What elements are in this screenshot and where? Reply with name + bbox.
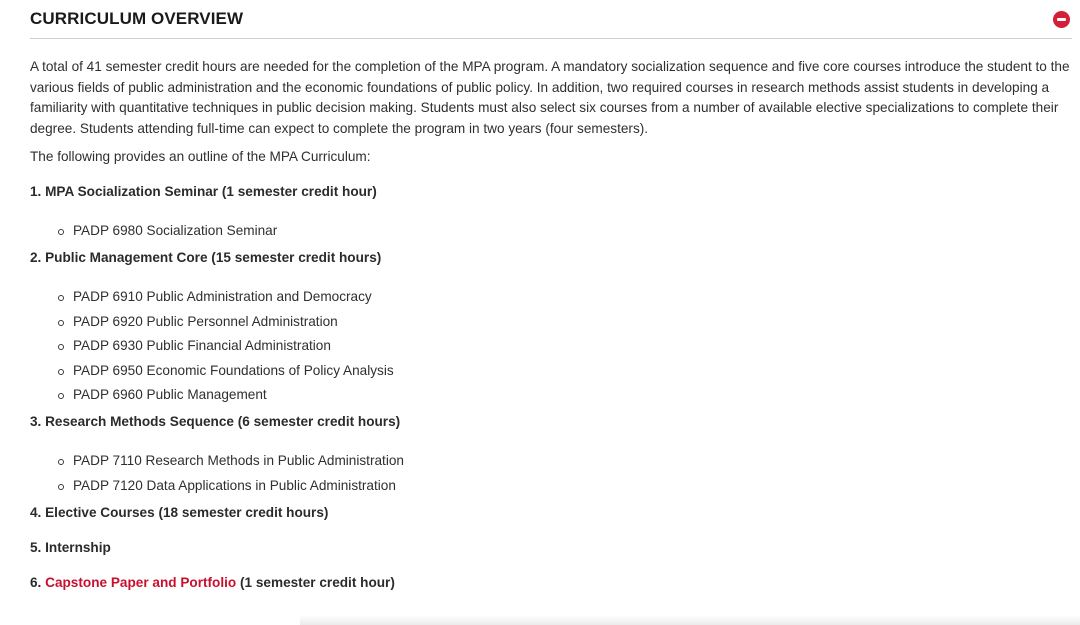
section-heading-internship: 5. Internship xyxy=(30,540,111,556)
list-item xyxy=(56,285,1072,309)
course-label: PADP 7110 Research Methods in Public Administration xyxy=(73,453,404,469)
course-label: PADP 7120 Data Applications in Public Administration xyxy=(73,477,396,493)
list-item xyxy=(56,334,1072,358)
bullet-icon xyxy=(58,484,64,490)
section-heading-capstone xyxy=(30,573,1072,593)
section-heading-socialization: 1. MPA Socialization Seminar (1 semester credit hour) xyxy=(30,184,377,199)
list-item xyxy=(56,383,1072,407)
bullet-icon xyxy=(58,295,64,301)
core-course-list xyxy=(30,285,1072,407)
socialization-course-list xyxy=(30,219,1072,243)
section-heading-research-methods: 3. Research Methods Sequence (6 semester credit hours) xyxy=(30,414,401,430)
section-number: 6. xyxy=(30,575,46,591)
course-label: PADP 6930 Public Financial Administration xyxy=(73,338,331,354)
panel-header[interactable] xyxy=(30,0,1072,39)
course-label: PADP 6960 Public Management xyxy=(73,387,267,403)
list-item xyxy=(56,219,1072,243)
course-label: PADP 6980 Socialization Seminar xyxy=(73,223,278,238)
bottom-shadow xyxy=(300,615,1080,625)
list-item xyxy=(56,474,1072,498)
list-item xyxy=(56,310,1072,334)
bullet-icon xyxy=(58,369,64,375)
course-label: PADP 6910 Public Administration and Democracy xyxy=(73,289,372,305)
bullet-icon xyxy=(58,229,64,235)
course-label: PADP 6920 Public Personnel Administration xyxy=(73,313,338,329)
bullet-icon xyxy=(58,320,64,326)
section-heading-electives: 4. Elective Courses (18 semester credit hours) xyxy=(30,505,329,521)
intro-paragraph: A total of 41 semester credit hours are needed for the completion of the MPA program. A mandatory socialization sequence and five core courses introduce the student to the various fields of public administration and the economic foundations of public policy. In addition, two required courses in research methods assist students in developing a familiarity with quantitative techniques in public decision making. Students must also select six courses from a number of available elective specializations to complete their degree. Students attending full-time can expect to complete the program in two years (four semesters). xyxy=(30,59,1070,136)
section-credit-note: (1 semester credit hour) xyxy=(236,575,395,591)
minus-circle-icon[interactable] xyxy=(1053,11,1070,28)
outline-lead: The following provides an outline of the MPA Curriculum: xyxy=(30,149,371,164)
minus-bar xyxy=(1057,18,1066,21)
section-heading-core: 2. Public Management Core (15 semester credit hours) xyxy=(30,250,382,266)
bullet-icon xyxy=(58,393,64,399)
list-item xyxy=(56,449,1072,473)
curriculum-overview-panel xyxy=(30,0,1072,593)
bullet-icon xyxy=(58,459,64,465)
panel-title: CURRICULUM OVERVIEW xyxy=(30,9,244,28)
research-course-list xyxy=(30,449,1072,498)
capstone-link[interactable]: Capstone Paper and Portfolio xyxy=(45,575,237,591)
bullet-icon xyxy=(58,344,64,350)
list-item xyxy=(56,359,1072,383)
course-label: PADP 6950 Economic Foundations of Policy Analysis xyxy=(73,362,394,378)
